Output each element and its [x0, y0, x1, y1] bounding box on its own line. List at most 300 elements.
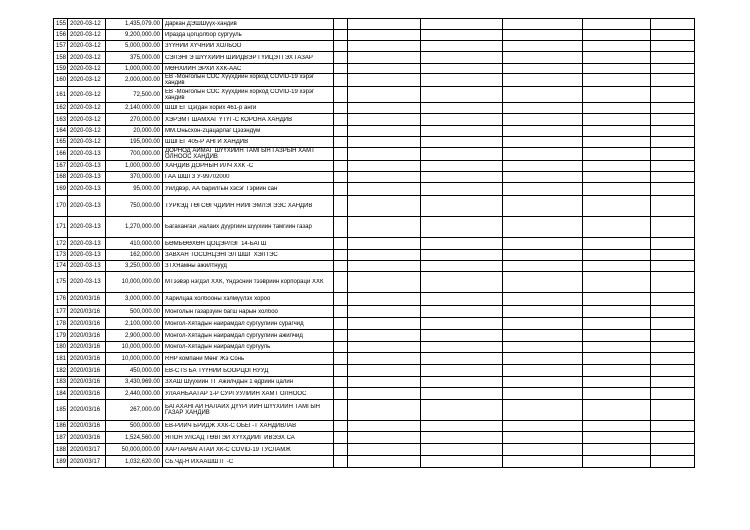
description-cell: Монгол-Хятадын найрамдал сургуулийн сурагчид	[163, 318, 334, 330]
amount-cell: 50,000,000.00	[106, 444, 163, 456]
empty-cell	[334, 318, 348, 330]
table-row	[54, 30, 695, 41]
empty-cell	[421, 148, 503, 161]
description-cell: УЛААНБААТАР 1-Р СУРГУУЛИЙН ХАМТ ОЛНООС	[163, 388, 334, 400]
table-row	[54, 64, 695, 74]
table-row	[54, 87, 695, 103]
empty-cell	[334, 41, 348, 52]
empty-cell	[334, 148, 348, 161]
empty-cell	[651, 342, 695, 353]
empty-cell	[421, 421, 503, 432]
amount-cell: 10,000,000.00	[106, 353, 163, 365]
empty-cell	[583, 365, 651, 377]
empty-cell	[348, 137, 421, 148]
empty-cell	[334, 272, 348, 293]
amount-cell: 2,140,000.00	[106, 103, 163, 114]
empty-cell	[503, 126, 583, 137]
empty-cell	[421, 196, 503, 217]
empty-cell	[421, 261, 503, 272]
description-cell: БӨМБӨӨХӨН ЦОЦЭРЛЭГ 14-БАГШ	[163, 238, 334, 250]
empty-cell	[348, 126, 421, 137]
row-number-cell: 189	[54, 456, 68, 468]
table-row	[54, 388, 695, 400]
empty-cell	[583, 126, 651, 137]
empty-cell	[334, 293, 348, 306]
table-row	[54, 238, 695, 250]
empty-cell	[503, 183, 583, 196]
empty-cell	[503, 432, 583, 444]
description-cell: Уйлдвэр, АА барилгын хэсэг Тэрийн сан	[163, 183, 334, 196]
empty-cell	[348, 19, 421, 30]
amount-cell: 72,500.00	[106, 87, 163, 103]
empty-cell	[348, 250, 421, 261]
empty-cell	[651, 456, 695, 468]
empty-cell	[583, 377, 651, 388]
empty-cell	[651, 148, 695, 161]
table-row	[54, 19, 695, 30]
description-cell: ЗХАШ Шүүхийн ТГ Ажилчдын 1 өдрийн цалин	[163, 377, 334, 388]
amount-cell: 3,430,969.00	[106, 377, 163, 388]
table-row	[54, 183, 695, 196]
empty-cell	[583, 19, 651, 30]
amount-cell: 750,000.00	[106, 196, 163, 217]
empty-cell	[334, 238, 348, 250]
empty-cell	[334, 64, 348, 74]
description-cell: ТУРКЭД ТӨГСӨГЧДИЙН НИЙГЭМЛЭГЭЭС ХАНДИВ	[163, 196, 334, 217]
table-row	[54, 250, 695, 261]
empty-cell	[348, 41, 421, 52]
empty-cell	[583, 272, 651, 293]
empty-cell	[348, 388, 421, 400]
empty-cell	[503, 19, 583, 30]
empty-cell	[583, 30, 651, 41]
empty-cell	[334, 196, 348, 217]
empty-cell	[421, 365, 503, 377]
empty-cell	[651, 103, 695, 114]
empty-cell	[348, 330, 421, 342]
empty-cell	[348, 74, 421, 87]
empty-cell	[503, 456, 583, 468]
empty-cell	[334, 432, 348, 444]
row-number-cell: 162	[54, 103, 68, 114]
empty-cell	[583, 103, 651, 114]
empty-cell	[348, 342, 421, 353]
table-row	[54, 456, 695, 468]
table-row	[54, 342, 695, 353]
table-row	[54, 114, 695, 126]
date-cell: 2020-03-13	[68, 272, 106, 293]
description-cell: Монголын газарзүйн багш нарын холбоо	[163, 306, 334, 318]
empty-cell	[651, 137, 695, 148]
date-cell: 2020-03-13	[68, 261, 106, 272]
empty-cell	[421, 353, 503, 365]
empty-cell	[583, 148, 651, 161]
table-row	[54, 74, 695, 87]
empty-cell	[348, 217, 421, 238]
table-row	[54, 400, 695, 421]
empty-cell	[348, 377, 421, 388]
date-cell: 2020/03/16	[68, 306, 106, 318]
description-cell: ММ.Оньсхон-2цацарлаг Цэзэндүм	[163, 126, 334, 137]
empty-cell	[651, 353, 695, 365]
empty-cell	[503, 41, 583, 52]
empty-cell	[503, 172, 583, 183]
empty-cell	[348, 353, 421, 365]
description-cell: ГАА ШШГЗ У-99702000	[163, 172, 334, 183]
empty-cell	[503, 342, 583, 353]
empty-cell	[348, 196, 421, 217]
empty-cell	[503, 388, 583, 400]
empty-cell	[503, 400, 583, 421]
empty-cell	[421, 306, 503, 318]
empty-cell	[503, 306, 583, 318]
empty-cell	[421, 293, 503, 306]
empty-cell	[421, 64, 503, 74]
description-cell: СБ.ЧД-Н ИХААШШТГ -С	[163, 456, 334, 468]
empty-cell	[503, 103, 583, 114]
empty-cell	[348, 64, 421, 74]
date-cell: 2020-03-13	[68, 250, 106, 261]
empty-cell	[583, 388, 651, 400]
table-row	[54, 318, 695, 330]
empty-cell	[583, 183, 651, 196]
empty-cell	[421, 103, 503, 114]
empty-cell	[503, 444, 583, 456]
table-row	[54, 137, 695, 148]
empty-cell	[583, 196, 651, 217]
amount-cell: 162,000.00	[106, 250, 163, 261]
amount-cell: 375,000.00	[106, 52, 163, 64]
empty-cell	[651, 114, 695, 126]
empty-cell	[334, 306, 348, 318]
empty-cell	[348, 30, 421, 41]
amount-cell: 195,000.00	[106, 137, 163, 148]
date-cell: 2020/03/16	[68, 388, 106, 400]
empty-cell	[651, 318, 695, 330]
amount-cell: 5,000,000.00	[106, 41, 163, 52]
date-cell: 2020-03-12	[68, 137, 106, 148]
date-cell: 2020-03-13	[68, 172, 106, 183]
row-number-cell: 157	[54, 41, 68, 52]
empty-cell	[421, 74, 503, 87]
empty-cell	[334, 365, 348, 377]
row-number-cell: 181	[54, 353, 68, 365]
table-row	[54, 306, 695, 318]
empty-cell	[421, 377, 503, 388]
empty-cell	[334, 172, 348, 183]
date-cell: 2020-03-13	[68, 161, 106, 172]
empty-cell	[583, 137, 651, 148]
empty-cell	[651, 377, 695, 388]
empty-cell	[651, 30, 695, 41]
empty-cell	[583, 41, 651, 52]
empty-cell	[348, 238, 421, 250]
empty-cell	[583, 172, 651, 183]
empty-cell	[348, 172, 421, 183]
description-cell: ЗТХЯамны ажилтнууд	[163, 261, 334, 272]
table-row	[54, 444, 695, 456]
table-row	[54, 261, 695, 272]
table-row	[54, 272, 695, 293]
date-cell: 2020-03-12	[68, 41, 106, 52]
empty-cell	[583, 318, 651, 330]
empty-cell	[503, 30, 583, 41]
empty-cell	[348, 444, 421, 456]
empty-cell	[583, 353, 651, 365]
table-row	[54, 421, 695, 432]
description-cell: RHP компани Мөнг Жэ Сонь	[163, 353, 334, 365]
description-cell: ХАНДИВ ДОРНЫН ИЛЧ ХХК -С	[163, 161, 334, 172]
table-row	[54, 330, 695, 342]
empty-cell	[503, 64, 583, 74]
description-cell: Иразда цогцолбор сургууль	[163, 30, 334, 41]
date-cell: 2020-03-13	[68, 217, 106, 238]
row-number-cell: 175	[54, 272, 68, 293]
amount-cell: 2,000,000.00	[106, 74, 163, 87]
row-number-cell: 155	[54, 19, 68, 30]
date-cell: 2020/03/16	[68, 400, 106, 421]
empty-cell	[583, 293, 651, 306]
date-cell: 2020/03/16	[68, 318, 106, 330]
empty-cell	[421, 183, 503, 196]
description-cell: Даркан ДЭШШүүх-хандив	[163, 19, 334, 30]
date-cell: 2020/03/17	[68, 456, 106, 468]
empty-cell	[651, 87, 695, 103]
empty-cell	[651, 217, 695, 238]
empty-cell	[583, 74, 651, 87]
description-cell: ЕВ-CTS БА ТҮҮНИЙ БООРЦОГНУУД	[163, 365, 334, 377]
empty-cell	[348, 103, 421, 114]
empty-cell	[503, 377, 583, 388]
empty-cell	[334, 444, 348, 456]
empty-cell	[348, 306, 421, 318]
empty-cell	[503, 365, 583, 377]
amount-cell: 1,524,560.00	[106, 432, 163, 444]
empty-cell	[348, 421, 421, 432]
empty-cell	[348, 261, 421, 272]
date-cell: 2020/03/17	[68, 444, 106, 456]
row-number-cell: 161	[54, 87, 68, 103]
date-cell: 2020-03-12	[68, 30, 106, 41]
empty-cell	[334, 126, 348, 137]
table-row	[54, 148, 695, 161]
table-row	[54, 432, 695, 444]
table-row	[54, 161, 695, 172]
empty-cell	[421, 52, 503, 64]
amount-cell: 1,270,000.00	[106, 217, 163, 238]
empty-cell	[651, 64, 695, 74]
empty-cell	[583, 161, 651, 172]
amount-cell: 700,000.00	[106, 148, 163, 161]
empty-cell	[583, 261, 651, 272]
empty-cell	[583, 250, 651, 261]
empty-cell	[503, 250, 583, 261]
table-row	[54, 365, 695, 377]
empty-cell	[334, 183, 348, 196]
empty-cell	[651, 306, 695, 318]
empty-cell	[421, 137, 503, 148]
description-cell: ХАРТАРВАГАТАЙ ХК-С COVID-19 ТУСЛАМЖ	[163, 444, 334, 456]
empty-cell	[334, 87, 348, 103]
row-number-cell: 164	[54, 126, 68, 137]
row-number-cell: 184	[54, 388, 68, 400]
amount-cell: 370,000.00	[106, 172, 163, 183]
empty-cell	[421, 432, 503, 444]
empty-cell	[334, 114, 348, 126]
empty-cell	[503, 217, 583, 238]
empty-cell	[583, 421, 651, 432]
empty-cell	[334, 421, 348, 432]
amount-cell: 9,200,000.00	[106, 30, 163, 41]
amount-cell: 1,435,079.00	[106, 19, 163, 30]
row-number-cell: 177	[54, 306, 68, 318]
row-number-cell: 176	[54, 293, 68, 306]
row-number-cell: 179	[54, 330, 68, 342]
empty-cell	[334, 103, 348, 114]
date-cell: 2020-03-12	[68, 64, 106, 74]
amount-cell: 1,000,000.00	[106, 64, 163, 74]
empty-cell	[583, 456, 651, 468]
empty-cell	[651, 161, 695, 172]
empty-cell	[348, 432, 421, 444]
date-cell: 2020-03-13	[68, 238, 106, 250]
empty-cell	[651, 272, 695, 293]
date-cell: 2020-03-13	[68, 183, 106, 196]
amount-cell: 267,000.00	[106, 400, 163, 421]
date-cell: 2020-03-12	[68, 103, 106, 114]
row-number-cell: 186	[54, 421, 68, 432]
empty-cell	[334, 52, 348, 64]
empty-cell	[334, 400, 348, 421]
empty-cell	[651, 196, 695, 217]
empty-cell	[421, 172, 503, 183]
table-row	[54, 217, 695, 238]
empty-cell	[583, 87, 651, 103]
empty-cell	[651, 261, 695, 272]
date-cell: 2020-03-12	[68, 114, 106, 126]
description-cell: ЯПОН УЛСАД ТӨВТЭЙ ХҮҮХДИЙГ ИВЭЭХ СА	[163, 432, 334, 444]
amount-cell: 1,000,000.00	[106, 161, 163, 172]
empty-cell	[334, 456, 348, 468]
empty-cell	[503, 148, 583, 161]
empty-cell	[334, 353, 348, 365]
table-row	[54, 293, 695, 306]
date-cell: 2020/03/16	[68, 342, 106, 353]
date-cell: 2020/03/16	[68, 353, 106, 365]
empty-cell	[421, 318, 503, 330]
empty-cell	[334, 30, 348, 41]
amount-cell: 270,000.00	[106, 114, 163, 126]
amount-cell: 2,100,000.00	[106, 318, 163, 330]
empty-cell	[348, 293, 421, 306]
empty-cell	[334, 217, 348, 238]
empty-cell	[503, 330, 583, 342]
empty-cell	[583, 64, 651, 74]
empty-cell	[583, 52, 651, 64]
empty-cell	[583, 432, 651, 444]
empty-cell	[503, 293, 583, 306]
amount-cell: 10,000,000.00	[106, 342, 163, 353]
empty-cell	[651, 444, 695, 456]
date-cell: 2020-03-12	[68, 126, 106, 137]
description-cell: ДОРНОД АЙМАГ ШҮҮХИЙН ТАМГЫН ГАЗРЫН ХАМТ ОЛНООС ХАНДИВ	[163, 148, 334, 161]
date-cell: 2020/03/16	[68, 293, 106, 306]
empty-cell	[334, 330, 348, 342]
date-cell: 2020-03-12	[68, 52, 106, 64]
empty-cell	[651, 250, 695, 261]
empty-cell	[503, 52, 583, 64]
row-number-cell: 182	[54, 365, 68, 377]
empty-cell	[421, 250, 503, 261]
table-row	[54, 52, 695, 64]
empty-cell	[503, 87, 583, 103]
empty-cell	[651, 293, 695, 306]
empty-cell	[334, 19, 348, 30]
amount-cell: 3,000,000.00	[106, 293, 163, 306]
empty-cell	[651, 19, 695, 30]
amount-cell: 500,000.00	[106, 421, 163, 432]
amount-cell: 410,000.00	[106, 238, 163, 250]
row-number-cell: 183	[54, 377, 68, 388]
row-number-cell: 170	[54, 196, 68, 217]
empty-cell	[348, 114, 421, 126]
empty-cell	[583, 330, 651, 342]
empty-cell	[348, 148, 421, 161]
empty-cell	[583, 238, 651, 250]
description-cell: ЗҮҮНИЙ ХҮЧНИЙ ХОЛБОО	[163, 41, 334, 52]
empty-cell	[348, 365, 421, 377]
amount-cell: 1,032,620.00	[106, 456, 163, 468]
amount-cell: 10,000,000.00	[106, 272, 163, 293]
description-cell: ЕВ -Монголын СОС Хүүхдийн хоркод COVID-19 хэрэг хандив	[163, 87, 334, 103]
row-number-cell: 167	[54, 161, 68, 172]
row-number-cell: 188	[54, 444, 68, 456]
amount-cell: 3,250,000.00	[106, 261, 163, 272]
empty-cell	[334, 377, 348, 388]
table-row	[54, 196, 695, 217]
empty-cell	[503, 238, 583, 250]
date-cell: 2020/03/16	[68, 421, 106, 432]
empty-cell	[651, 52, 695, 64]
empty-cell	[348, 318, 421, 330]
description-cell: ХЭРЭМТ ШАМХАГ ҮТҮГ-С КОРОНА ХАНДИВ	[163, 114, 334, 126]
empty-cell	[421, 87, 503, 103]
empty-cell	[421, 388, 503, 400]
row-number-cell: 159	[54, 64, 68, 74]
empty-cell	[503, 318, 583, 330]
description-cell: Монгол-Хятадын найрамдал сургуулийн ажилчид	[163, 330, 334, 342]
table-row	[54, 41, 695, 52]
empty-cell	[348, 456, 421, 468]
empty-cell	[334, 161, 348, 172]
empty-cell	[421, 217, 503, 238]
table-row	[54, 103, 695, 114]
empty-cell	[334, 137, 348, 148]
empty-cell	[503, 421, 583, 432]
date-cell: 2020/03/16	[68, 365, 106, 377]
donations-table	[53, 18, 695, 468]
row-number-cell: 173	[54, 250, 68, 261]
table-row	[54, 353, 695, 365]
empty-cell	[583, 400, 651, 421]
empty-cell	[583, 217, 651, 238]
empty-cell	[503, 353, 583, 365]
row-number-cell: 165	[54, 137, 68, 148]
empty-cell	[421, 342, 503, 353]
amount-cell: 450,000.00	[106, 365, 163, 377]
empty-cell	[583, 342, 651, 353]
empty-cell	[651, 126, 695, 137]
